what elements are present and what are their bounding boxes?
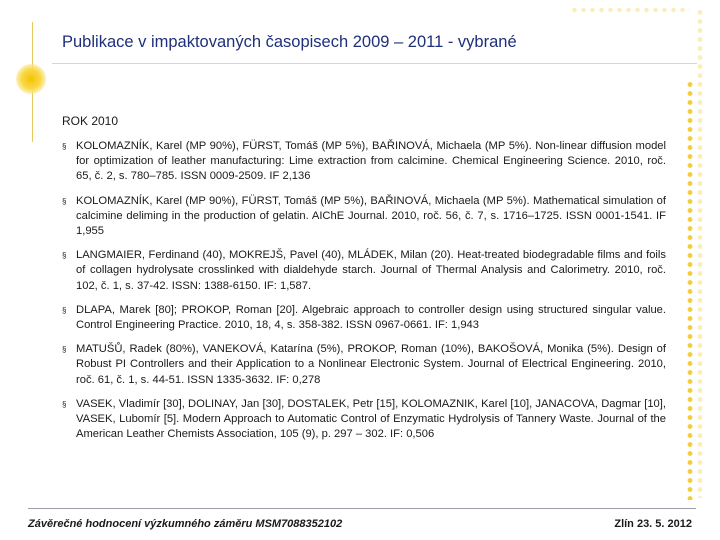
footer-divider — [28, 508, 696, 509]
reference-item — [62, 139, 666, 185]
decorative-dot-column-faint — [696, 8, 704, 498]
reference-item — [62, 342, 666, 388]
bullet-icon: § — [62, 196, 67, 206]
title-underline — [52, 63, 697, 64]
decorative-dot-column — [686, 80, 694, 500]
bullet-icon: § — [62, 345, 67, 355]
decorative-dot-row — [570, 6, 690, 14]
bullet-icon: § — [62, 251, 67, 261]
reference-text: KOLOMAZNÍK, Karel (MP 90%), FÜRST, Tomáš (MP 5%), BAŘINOVÁ, Michaela (MP 5%). Non-linear diffusion model for optimization of leather manufacturing: Lime extraction from calcimine. Chemical Engineering Science. 2010, roč. 65, č. 2, s. 780–785. ISSN 0009-2509. IF 2,136 — [76, 140, 666, 183]
reference-text: MATUŠŮ, Radek (80%), VANEKOVÁ, Katarína (5%), PROKOP, Roman (10%), BAKOŠOVÁ, Monika (5%). Design of Robust PI Controllers and their Application to a Nonlinear Electronic System. Journal of Electrical Engineering. 2010, roč. 61, č. 1, s. 44-51. ISSN 1335-3632. IF: 0,278 — [76, 343, 666, 386]
slide-title: Publikace v impaktovaných časopisech 2009 – 2011 - vybrané — [62, 33, 517, 51]
footer-date: Zlín 23. 5. 2012 — [614, 518, 692, 530]
reference-list — [62, 139, 666, 442]
reference-item — [62, 303, 666, 333]
bullet-icon: § — [62, 305, 67, 315]
bullet-icon: § — [62, 142, 67, 151]
year-heading: ROK 2010 — [62, 114, 119, 128]
footer-project-label: Závěrečné hodnocení výzkumného záměru MSM7088352102 — [28, 518, 343, 530]
reference-item — [62, 248, 666, 294]
slide-content — [62, 114, 666, 451]
reference-text: DLAPA, Marek [80]; PROKOP, Roman [20]. Algebraic approach to controller design using structured singular value. Control Engineering Practice. 2010, 18, 4, s. 358-382. ISSN 0967-0661. IF: 1,943 — [76, 303, 666, 332]
reference-text: LANGMAIER, Ferdinand (40), MOKREJŠ, Pavel (40), MLÁDEK, Milan (20). Heat-treated biodegradable films and foils of collagen hydrolysate crosslinked with dialdehyde starch. Journal of Thermal Analysis and Calorimetry. 2010, roč. 102, č. 1, s. 37-42. ISSN: 1388-6150. IF: 1,587. — [76, 249, 666, 292]
reference-text: KOLOMAZNÍK, Karel (MP 90%), FÜRST, Tomáš (MP 5%), BAŘINOVÁ, Michaela (MP 5%). Mathematical simulation of calcimine deliming in the production of gelatin. AIChE Journal. 2010, roč. 56, č. 7, s. 1716–1725. ISSN 0001-1541. IF 1,955 — [76, 194, 666, 238]
bullet-icon: § — [62, 399, 67, 409]
reference-text: VASEK, Vladimír [30], DOLINAY, Jan [30], DOSTALEK, Petr [15], KOLOMAZNIK, Karel [10], JANACOVA, Dagmar [10], VASEK, Lubomír [5]. Modern Approach to Automatic Control of Enzymatic Hydrolysis of Tannery Waste. Journal of the American Leather Chemists Association, 105 (9), p. 297 – 302. IF: 0,506 — [76, 397, 666, 441]
reference-item — [62, 194, 666, 240]
reference-item — [62, 397, 666, 443]
decorative-sun-dot — [16, 64, 46, 94]
